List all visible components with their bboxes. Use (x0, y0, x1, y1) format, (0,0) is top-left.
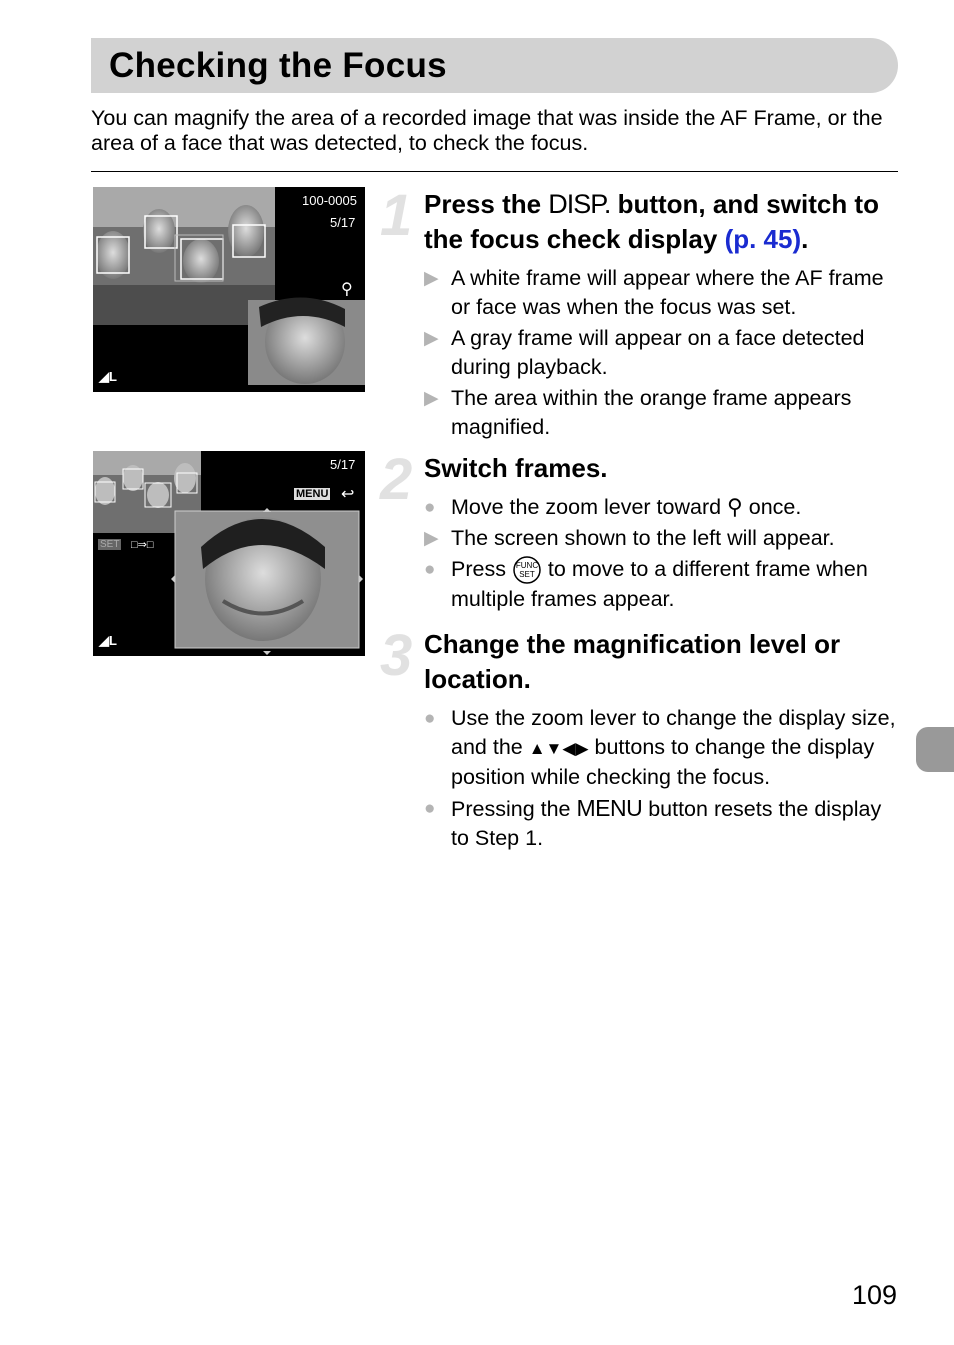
step-2-list (424, 493, 904, 616)
triangle-bullet-icon: ▶ (424, 528, 439, 549)
menu-button-icon: MENU (576, 795, 643, 821)
list-item: ▶ A white frame will appear where the AF frame or face was when the focus was set. (424, 266, 884, 319)
list-item: ● Move the zoom lever toward ⚲ once. (424, 493, 904, 522)
step-number-3: 3 (380, 623, 413, 688)
page-link[interactable]: (p. 45) (724, 224, 802, 254)
magnify-icon: ⚲ (341, 281, 353, 298)
page-number: 109 (852, 1280, 898, 1310)
frame-switch-icon: □⇒□ (131, 539, 154, 551)
title-bar (91, 38, 898, 93)
back-arrow-icon: ↩ (341, 486, 355, 503)
svg-text:SET: SET (519, 570, 535, 580)
svg-text:FUNC: FUNC (515, 561, 539, 571)
focus-check-photo-1 (93, 187, 365, 392)
camera-screen-1 (93, 187, 365, 392)
triangle-bullet-icon: ▶ (424, 328, 439, 349)
page-title: Checking the Focus (109, 46, 447, 85)
image-count: 5/17 (330, 457, 356, 472)
disp-button-icon: DISP. (548, 189, 611, 219)
triangle-bullet-icon: ▶ (424, 388, 439, 409)
circle-bullet-icon: ● (424, 798, 436, 819)
step-title-3: Change the magnification level or location. (424, 629, 841, 694)
menu-label: MENU (296, 488, 329, 500)
quality-indicator: ◢L (99, 369, 117, 384)
step-1-list (424, 264, 904, 444)
step-3-list (424, 704, 904, 855)
arrow-keys-icon: ▲▼◀▶ (528, 739, 589, 758)
step-number-1: 1 (380, 183, 413, 248)
list-item: ▶ The area within the orange frame appears magnified. (424, 386, 852, 439)
list-item: ● Pressing the MENU button resets the display to Step 1. (424, 795, 882, 850)
image-count: 5/17 (330, 215, 356, 230)
list-item: ▶ A gray frame will appear on a face detected during playback. (424, 326, 865, 379)
func-set-button-icon (512, 555, 542, 585)
camera-screen-2 (93, 451, 365, 656)
list-item: ● Use the zoom lever to change the display size, and the ▲▼◀▶ buttons to change the display position while checking the focus. (424, 706, 896, 789)
intro-text: You can magnify the area of a recorded image that was inside the AF Frame, or the area of a face that was detected, to check the focus. (91, 106, 883, 155)
step-title-1: Press the DISP. button, and switch to the focus check display (p. 45). (424, 189, 879, 254)
circle-bullet-icon: ● (424, 708, 436, 729)
list-item: ● Press FUNC SET to move to a different frame when multiple frames appear. (424, 557, 868, 612)
step-number-2: 2 (380, 447, 413, 512)
divider (91, 171, 898, 172)
circle-bullet-icon: ● (424, 497, 436, 518)
set-label: SET (100, 539, 120, 550)
zoom-in-icon: ⚲ (727, 495, 743, 519)
list-item: ▶ The screen shown to the left will appear. (424, 524, 904, 553)
quality-indicator: ◢L (99, 633, 117, 648)
file-number: 100-0005 (302, 193, 357, 208)
circle-bullet-icon: ● (424, 559, 436, 580)
focus-check-photo-2 (93, 451, 365, 656)
triangle-bullet-icon: ▶ (424, 268, 439, 289)
step-title-2: Switch frames. (424, 453, 608, 483)
chapter-tab (916, 727, 954, 772)
